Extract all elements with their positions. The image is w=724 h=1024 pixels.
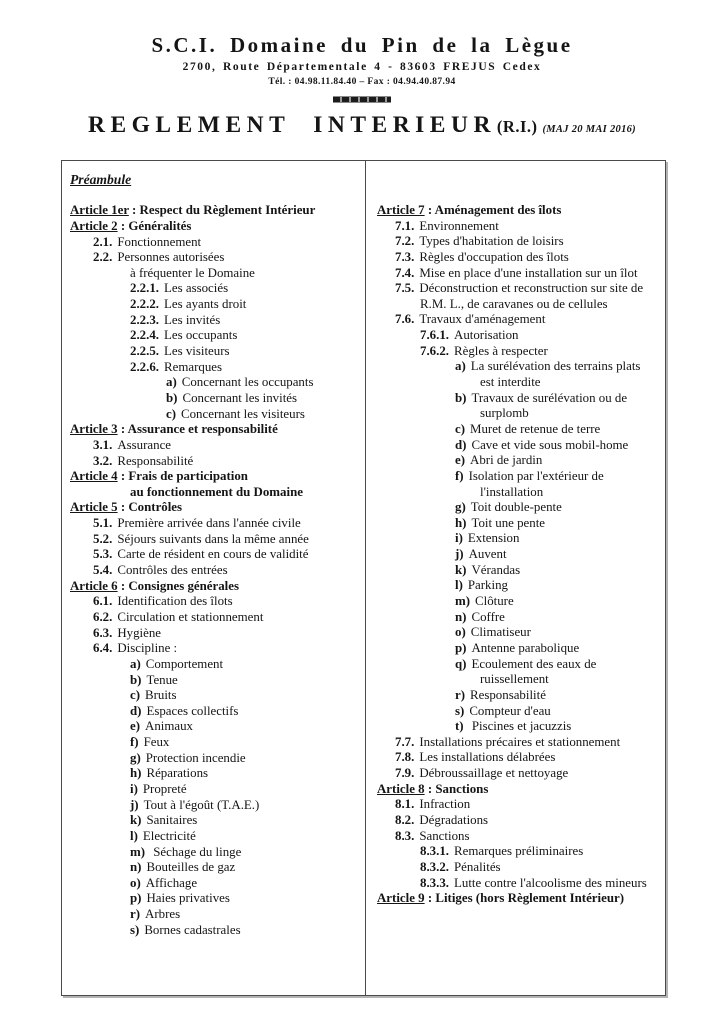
toc-item-text: Haies privatives (146, 891, 230, 906)
toc-item-number: k) (455, 562, 467, 577)
toc-item-number: 3.2. (93, 453, 113, 468)
document-title-main: REGLEMENT INTERIEUR (88, 112, 496, 138)
toc-item-text: Remarques (164, 359, 223, 374)
toc-item-number: f) (130, 735, 139, 750)
toc-item (455, 500, 663, 516)
toc-article-title: : Assurance et responsabilité (117, 422, 278, 437)
toc-item (130, 766, 361, 782)
toc-item-text: Sanctions (419, 828, 470, 843)
toc-item (130, 688, 361, 704)
toc-continuation (480, 375, 663, 391)
toc-item-text: Pénalités (454, 859, 501, 874)
toc-item-number: a) (130, 656, 141, 671)
toc-item-number: 6.4. (93, 641, 113, 656)
toc-item-text: Feux (143, 735, 170, 750)
toc-item-text: Compteur d'eau (469, 703, 551, 718)
toc-item-text: Les visiteurs (164, 344, 230, 359)
toc-item-number: 7.7. (395, 734, 415, 749)
toc-item-number: e) (130, 719, 141, 734)
toc-item (395, 797, 663, 813)
toc-item-number: m) (130, 844, 146, 859)
toc-item-text: Remarques préliminaires (454, 844, 584, 859)
toc-item-text: Concernant les visiteurs (181, 406, 305, 421)
toc-item-number: 2.2. (93, 250, 113, 265)
toc-article-title: au fonctionnement du Domaine (130, 484, 303, 499)
toc-item (455, 422, 663, 438)
toc-item (93, 235, 361, 251)
toc-item-number: q) (455, 656, 467, 671)
company-phone: Tél. : 04.98.11.84.40 – Fax : 04.94.40.87.94 (268, 77, 456, 87)
toc-item-text: Travaux d'aménagement (419, 312, 546, 327)
toc-item (93, 438, 361, 454)
toc-item-number: 5.1. (93, 516, 113, 531)
toc-item-number: m) (455, 594, 471, 609)
toc-item-text: Déconstruction et reconstruction sur site de (419, 281, 644, 296)
toc-article-ref: Article 5 (70, 500, 118, 515)
toc-item (130, 782, 361, 798)
toc-item-number: j) (455, 547, 464, 562)
toc-item-text: Les associés (164, 281, 229, 296)
toc-item (455, 641, 663, 657)
toc-item (130, 719, 361, 735)
toc-item (166, 391, 361, 407)
toc-item-number: r) (455, 687, 466, 702)
toc-item-number: o) (455, 625, 466, 640)
toc-item-text: Identification des îlots (117, 594, 233, 609)
toc-item-text: Responsabilité (470, 687, 546, 702)
toc-item (455, 547, 663, 563)
toc-preamble (70, 172, 361, 188)
toc-item-text: Comportement (145, 656, 224, 671)
toc-item-number: 8.3. (395, 828, 415, 843)
toc-item-text: Affichage (145, 875, 198, 890)
toc-item (130, 907, 361, 923)
toc-item-number: 8.3.1. (420, 844, 450, 859)
toc-article (70, 422, 361, 438)
toc-item-number: 7.8. (395, 750, 415, 765)
toc-item-number: 6.3. (93, 625, 113, 640)
toc-article-title: : Généralités (117, 218, 192, 233)
toc-article-ref: Article 8 (377, 781, 425, 796)
toc-item-number: 5.4. (93, 563, 113, 578)
toc-item (395, 750, 663, 766)
toc-article (70, 469, 361, 485)
toc-article-title: : Sanctions (424, 781, 489, 796)
toc-article-title: : Consignes générales (117, 578, 239, 593)
toc-article-ref: Article 3 (70, 422, 118, 437)
toc-item-text: Ecoulement des eaux de (471, 656, 597, 671)
toc-item-text: Les ayants droit (164, 297, 247, 312)
toc-item-number: j) (130, 797, 139, 812)
toc-item-number: s) (455, 703, 465, 718)
toc-item-number: g) (455, 500, 466, 515)
toc-left-column (62, 161, 365, 995)
toc-item-text: Règles d'occupation des îlots (419, 249, 569, 264)
toc-item-text: Extension (467, 531, 520, 546)
toc-continuation (480, 406, 663, 422)
toc-item-text: Piscines et jacuzzis (468, 719, 572, 734)
toc-right-column (365, 161, 665, 995)
toc-item (130, 673, 361, 689)
toc-item-number: 7.1. (395, 218, 415, 233)
toc-item-text: Espaces collectifs (146, 703, 239, 718)
toc-item-number: i) (130, 781, 138, 796)
toc-article-continuation (130, 485, 361, 501)
toc-item-text: Circulation et stationnement (117, 609, 264, 624)
toc-continuation (480, 485, 663, 501)
toc-item (455, 688, 663, 704)
separator-dashes (333, 96, 391, 103)
toc-item-number: h) (455, 515, 467, 530)
toc-item-text: Bornes cadastrales (144, 922, 241, 937)
toc-item (130, 281, 361, 297)
toc-item-text: Abri de jardin (470, 453, 543, 468)
toc-item-number: a) (455, 359, 466, 374)
toc-preamble-label: Préambule (70, 172, 132, 187)
toc-item-text: Les installations délabrées (419, 750, 556, 765)
toc-item (420, 328, 663, 344)
toc-item (130, 751, 361, 767)
toc-item (395, 735, 663, 751)
toc-item-text: Auvent (468, 547, 507, 562)
toc-item-text: Installations précaires et stationnement (419, 734, 621, 749)
toc-item-text: Débroussaillage et nettoyage (419, 766, 569, 781)
toc-item-number: p) (455, 640, 467, 655)
toc-item (455, 625, 663, 641)
toc-item-number: a) (166, 375, 177, 390)
toc-item (395, 266, 663, 282)
toc-item-text: Protection incendie (145, 750, 246, 765)
toc-item-number: k) (130, 813, 142, 828)
toc-item (395, 234, 663, 250)
toc-item (455, 391, 663, 407)
toc-item-number: 2.2.2. (130, 297, 160, 312)
toc-article-title: : Respect du Règlement Intérieur (128, 203, 316, 218)
toc-item-number: 7.6.2. (420, 343, 450, 358)
toc-item-text: Isolation par l'extérieur de (468, 468, 604, 483)
toc-item (93, 594, 361, 610)
toc-item (130, 313, 361, 329)
toc-item (130, 344, 361, 360)
toc-item-number: l) (130, 828, 138, 843)
toc-item-text: Antenne parabolique (471, 640, 580, 655)
toc-item-text: à fréquenter le Domaine (130, 265, 255, 280)
toc-item-number: c) (455, 421, 466, 436)
toc-item (455, 594, 663, 610)
toc-item-text: Autorisation (454, 328, 519, 343)
toc-item-number: s) (130, 922, 140, 937)
toc-item-number: d) (455, 437, 467, 452)
toc-item-number: 2.2.6. (130, 359, 160, 374)
toc-item-number: p) (130, 891, 142, 906)
toc-item (93, 516, 361, 532)
toc-item-number: o) (130, 875, 141, 890)
toc-item (395, 250, 663, 266)
toc-item-number: 8.3.2. (420, 859, 450, 874)
toc-item (395, 312, 663, 328)
company-name: S.C.I. Domaine du Pin de la Lègue (151, 33, 573, 57)
toc-item-number: b) (130, 672, 142, 687)
toc-item (130, 860, 361, 876)
toc-item-text: Séchage du linge (150, 844, 242, 859)
toc-article (70, 203, 361, 219)
toc-item (130, 657, 361, 673)
toc-item-text: Personnes autorisées (117, 250, 225, 265)
toc-item (130, 876, 361, 892)
toc-item (130, 360, 361, 376)
document-title-abbr: (R.I.) (496, 117, 538, 136)
toc-item (455, 453, 663, 469)
toc-item-text: Toit une pente (471, 515, 546, 530)
toc-article (377, 891, 663, 907)
toc-item (455, 578, 663, 594)
toc-item-number: e) (455, 453, 466, 468)
toc-item (395, 813, 663, 829)
toc-item-text: Climatiseur (470, 625, 531, 640)
toc-item-number: h) (130, 766, 142, 781)
toc-item (166, 407, 361, 423)
toc-item (130, 845, 361, 861)
toc-item-text: Concernant les occupants (181, 375, 314, 390)
toc-item-number: n) (455, 609, 467, 624)
toc-item (455, 719, 663, 735)
toc-item-text: La surélévation des terrains plats (470, 359, 641, 374)
toc-item (93, 626, 361, 642)
toc-item-text: Coffre (471, 609, 505, 624)
toc-item (395, 829, 663, 845)
toc-item (395, 766, 663, 782)
toc-box (61, 160, 666, 996)
toc-article-title: : Frais de participation (117, 469, 248, 484)
toc-item (93, 532, 361, 548)
document-header (0, 0, 724, 139)
toc-item-text: Clôture (475, 594, 514, 609)
toc-item-number: 2.2.5. (130, 344, 160, 359)
toc-item-text: Toit double-pente (470, 500, 562, 515)
toc-item-number: 7.3. (395, 249, 415, 264)
toc-item (420, 344, 663, 360)
toc-item-number: t) (455, 719, 464, 734)
toc-article (377, 203, 663, 219)
toc-item-text: Les invités (164, 312, 221, 327)
toc-item-text: Mise en place d'une installation sur un îlot (419, 265, 638, 280)
toc-article-title: : Aménagement des îlots (424, 203, 562, 217)
toc-item-number: 7.2. (395, 234, 415, 249)
toc-article (70, 219, 361, 235)
toc-item (130, 829, 361, 845)
toc-item (130, 735, 361, 751)
toc-item-number: 6.1. (93, 594, 113, 609)
toc-item-number: i) (455, 531, 463, 546)
toc-item (395, 219, 663, 235)
toc-item (130, 297, 361, 313)
toc-item-text: Arbres (145, 907, 181, 922)
toc-article-ref: Article 4 (70, 469, 118, 484)
toc-item (420, 844, 663, 860)
toc-item-text: surplomb (480, 406, 529, 421)
document-title-note: (MAJ 20 MAI 2016) (542, 124, 636, 135)
toc-item-text: Bruits (145, 688, 177, 703)
toc-item (130, 704, 361, 720)
toc-item-text: Carte de résident en cours de validité (117, 547, 309, 562)
toc-item (455, 359, 663, 375)
toc-item-text: Séjours suivants dans la même année (117, 531, 309, 546)
toc-item-text: Animaux (145, 719, 193, 734)
toc-item-text: Contrôles des entrées (117, 563, 228, 578)
toc-item-text: Fonctionnement (117, 234, 202, 249)
document-title (0, 112, 724, 139)
toc-item-text: Discipline : (117, 641, 178, 656)
toc-item-text: Les occupants (164, 328, 238, 343)
toc-item (93, 547, 361, 563)
toc-item (395, 281, 663, 297)
toc-item-text: Hygiène (117, 625, 162, 640)
toc-item-number: 7.9. (395, 766, 415, 781)
toc-item-number: 8.2. (395, 812, 415, 827)
toc-item-number: g) (130, 750, 141, 765)
company-address: 2700, Route Départementale 4 - 83603 FREJUS Cedex (182, 61, 542, 73)
toc-item-text: Responsabilité (117, 453, 194, 468)
toc-item-text: Tout à l'égoût (T.A.E.) (143, 797, 260, 812)
toc-item (130, 891, 361, 907)
toc-article-ref: Article 2 (70, 218, 118, 233)
toc-continuation (420, 297, 663, 313)
toc-item-number: 2.2.1. (130, 281, 160, 296)
toc-item (455, 610, 663, 626)
toc-item-text: Vérandas (471, 562, 521, 577)
toc-item-number: 7.5. (395, 281, 415, 296)
toc-item (93, 610, 361, 626)
toc-item-number: d) (130, 703, 142, 718)
toc-item-number: 2.1. (93, 234, 113, 249)
toc-item (455, 657, 663, 673)
toc-item-text: Types d'habitation de loisirs (419, 234, 564, 249)
toc-item-text: Muret de retenue de terre (470, 421, 601, 436)
toc-item-number: 5.3. (93, 547, 113, 562)
toc-item-text: Parking (467, 578, 508, 593)
toc-item-text: Concernant les invités (182, 390, 298, 405)
toc-article-title: : Contrôles (117, 500, 183, 515)
toc-item-text: Règles à respecter (454, 343, 548, 358)
toc-item (93, 454, 361, 470)
toc-item (455, 563, 663, 579)
toc-item-text: Sanitaires (146, 813, 198, 828)
toc-item-text: Propreté (142, 781, 187, 796)
toc-continuation (480, 672, 663, 688)
toc-article-ref: Article 9 (377, 891, 425, 906)
toc-item-number: n) (130, 860, 142, 875)
toc-item (93, 563, 361, 579)
toc-item-number: 5.2. (93, 531, 113, 546)
toc-item-number: l) (455, 578, 463, 593)
toc-item-number: 6.2. (93, 609, 113, 624)
toc-item-number: f) (455, 468, 464, 483)
toc-article (70, 500, 361, 516)
toc-continuation (130, 266, 361, 282)
toc-item-text: Bouteilles de gaz (146, 860, 236, 875)
toc-item-text: l'installation (480, 484, 544, 499)
toc-item (130, 328, 361, 344)
toc-item (455, 704, 663, 720)
toc-item-number: 2.2.4. (130, 328, 160, 343)
toc-item-text: est interdite (480, 375, 541, 390)
toc-item-text: Première arrivée dans l'année civile (117, 516, 301, 531)
toc-item (455, 469, 663, 485)
toc-item-number: 3.1. (93, 437, 113, 452)
toc-item (455, 438, 663, 454)
toc-article-ref: Article 7 (377, 203, 425, 217)
toc-item (455, 531, 663, 547)
toc-article (377, 782, 663, 798)
toc-item (420, 860, 663, 876)
toc-item-text: Dégradations (419, 812, 489, 827)
toc-item (420, 876, 663, 892)
toc-blank-line (70, 188, 361, 204)
toc-item (130, 923, 361, 939)
toc-item-text: ruissellement (480, 672, 549, 687)
toc-item (130, 798, 361, 814)
toc-item-text: Assurance (117, 437, 172, 452)
toc-article-title: : Litiges (hors Règlement Intérieur) (424, 891, 625, 906)
toc-item (93, 641, 361, 657)
toc-item-text: Tenue (146, 672, 178, 687)
toc-item-number: c) (130, 688, 141, 703)
toc-item-text: R.M. L., de caravanes ou de cellules (420, 296, 608, 311)
toc-item-text: Travaux de surélévation ou de (471, 390, 628, 405)
toc-item-text: Electricité (142, 828, 196, 843)
toc-item-number: b) (455, 390, 467, 405)
toc-item (130, 813, 361, 829)
toc-item-text: Environnement (419, 218, 499, 233)
toc-item-number: r) (130, 907, 141, 922)
toc-item-text: Cave et vide sous mobil-home (471, 437, 629, 452)
toc-item-number: b) (166, 390, 178, 405)
toc-item-number: 8.1. (395, 797, 415, 812)
toc-item (455, 516, 663, 532)
toc-item (166, 375, 361, 391)
toc-article-ref: Article 1er (70, 203, 129, 218)
toc-item-number: 8.3.3. (420, 875, 450, 890)
toc-item (93, 250, 361, 266)
toc-item-number: 7.4. (395, 265, 415, 280)
toc-item-number: 7.6.1. (420, 328, 450, 343)
toc-article-ref: Article 6 (70, 578, 118, 593)
toc-item-text: Infraction (419, 797, 471, 812)
toc-item-text: Réparations (146, 766, 209, 781)
toc-item-text: Lutte contre l'alcoolisme des mineurs (454, 875, 647, 890)
toc-item-number: 7.6. (395, 312, 415, 327)
toc-article (70, 579, 361, 595)
toc-item-number: c) (166, 406, 177, 421)
toc-item-number: 2.2.3. (130, 312, 160, 327)
